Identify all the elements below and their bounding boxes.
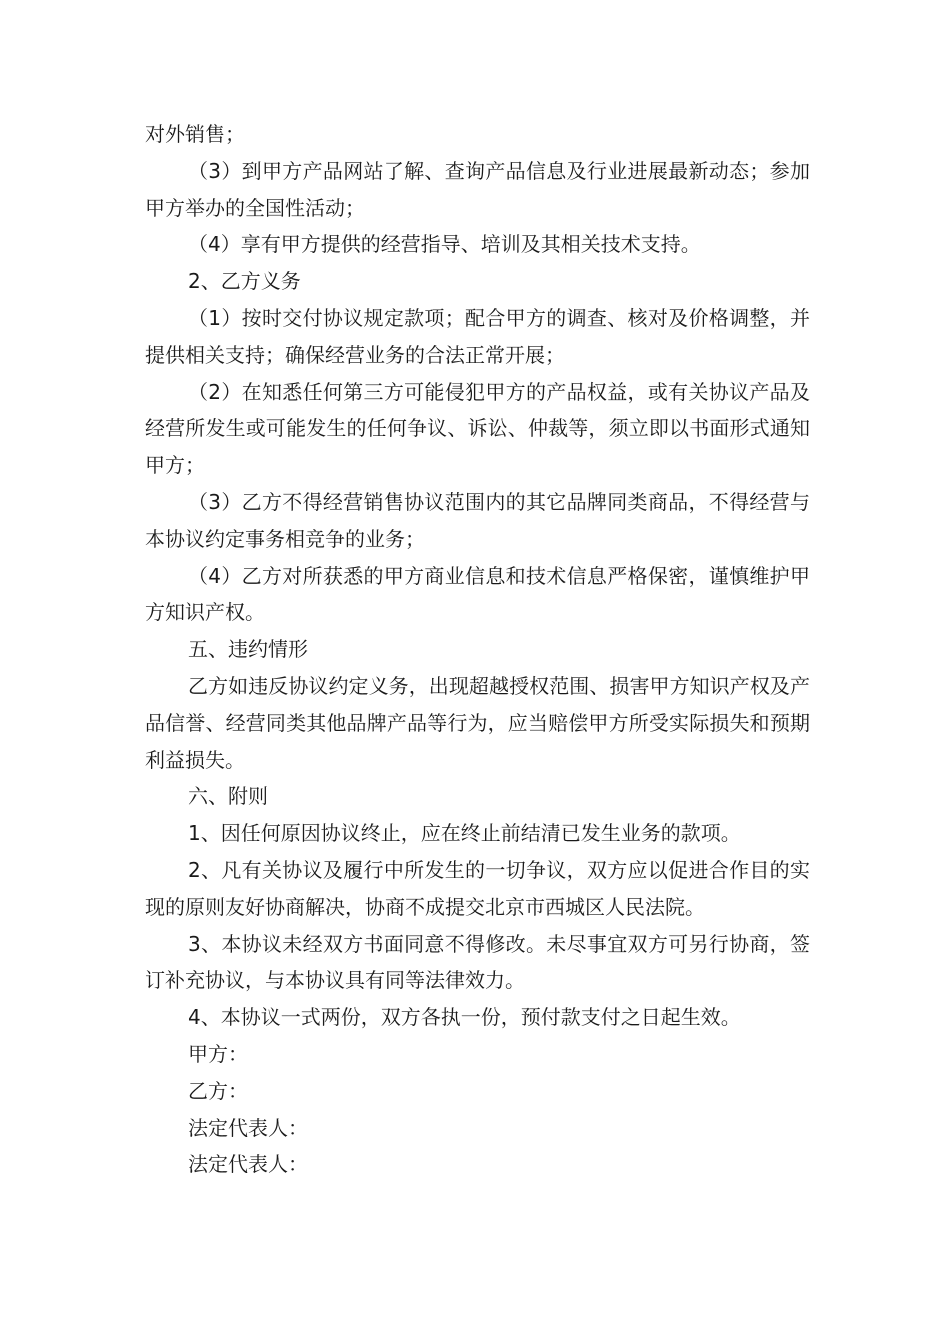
paragraph-obligation-2: （2）在知悉任何第三方可能侵犯甲方的产品权益，或有关协议产品及经营所发生或可能发生的任何争议、诉讼、仲裁等，须立即以书面形式通知甲方；: [145, 379, 810, 478]
paragraph-supplementary-3: 3、本协议未经双方书面同意不得修改。未尽事宜双方可另行协商，签订补充协议，与本协议具有同等法律效力。: [145, 931, 810, 993]
paragraph-supplementary-4: 4、本协议一式两份，双方各执一份，预付款支付之日起生效。: [188, 1005, 741, 1030]
paragraph-breach: 乙方如违反协议约定义务，出现超越授权范围、损害甲方知识产权及产品信誉、经营同类其他品牌产品等行为，应当赔偿甲方所受实际损失和预期利益损失。: [145, 673, 810, 772]
signature-legal-rep-a: 法定代表人：: [188, 1115, 308, 1140]
paragraph-continuation: 对外销售；: [145, 122, 245, 146]
signature-party-a: 甲方：: [188, 1041, 248, 1066]
heading-party-b-obligations: 2、乙方义务: [188, 269, 301, 294]
heading-supplementary: 六、附则: [188, 784, 268, 809]
paragraph-obligation-3: （3）乙方不得经营销售协议范围内的其它品牌同类商品，不得经营与本协议约定事务相竞争的业务；: [145, 489, 810, 551]
signature-party-b: 乙方：: [188, 1078, 248, 1103]
paragraph-obligation-1: （1）按时交付协议规定款项；配合甲方的调查、核对及价格调整，并提供相关支持；确保经营业务的合法正常开展；: [145, 305, 810, 367]
document-body: [145, 116, 810, 1183]
paragraph-right-3: （3）到甲方产品网站了解、查询产品信息及行业进展最新动态；参加甲方举办的全国性活动；: [145, 158, 810, 220]
paragraph-supplementary-1: 1、因任何原因协议终止，应在终止前结清已发生业务的款项。: [188, 821, 741, 846]
paragraph-right-4: （4）享有甲方提供的经营指导、培训及其相关技术支持。: [188, 232, 701, 257]
paragraph-supplementary-2: 2、凡有关协议及履行中所发生的一切争议，双方应以促进合作目的实现的原则友好协商解决，协商不成提交北京市西城区人民法院。: [145, 857, 810, 919]
heading-breach: 五、违约情形: [188, 637, 308, 662]
paragraph-obligation-4: （4）乙方对所获悉的甲方商业信息和技术信息严格保密，谨慎维护甲方知识产权。: [145, 563, 810, 625]
signature-legal-rep-b: 法定代表人：: [188, 1152, 308, 1177]
